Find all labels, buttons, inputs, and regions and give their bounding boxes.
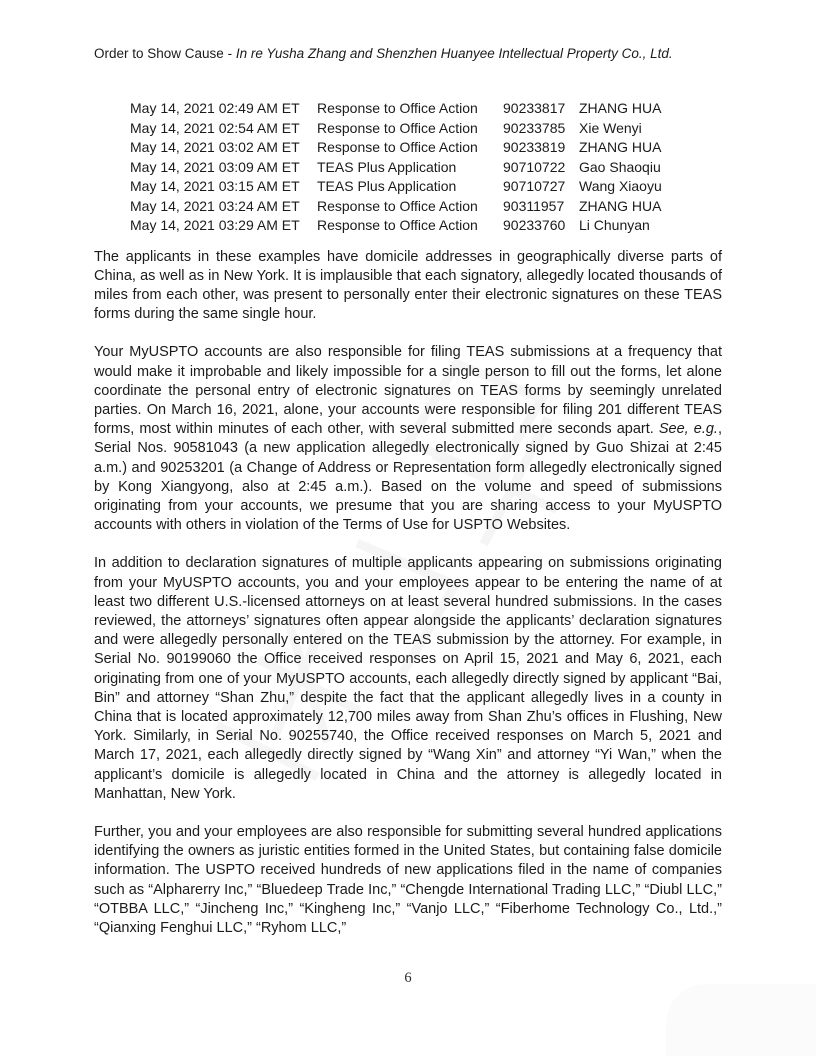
- table-row: [130, 216, 722, 236]
- cell-submission-type: Response to Office Action: [317, 119, 478, 136]
- paragraph-juristic-entities: Further, you and your employees are also responsible for submitting several hundred applications identifying the owners as juristic entities formed in the United States, but containing false domicile information. The USPTO received hundreds of new applications filed in the name of companies such as “Alpharerry Inc,” “Bluedeep Trade Inc,” “Chengde International Trading LLC,” “Diubl LLC,” “OTBBA LLC,” “Jincheng Inc,” “Kingheng Inc,” “Vanjo LLC,” “Fiberhome Technology Co., Ltd.,” “Qianxing Fenghui LLC,” “Ryhom LLC,”: [94, 823, 722, 936]
- paragraph-filing-frequency: [94, 343, 722, 535]
- cell-submission-type: Response to Office Action: [317, 100, 478, 116]
- page-number: 6: [404, 970, 412, 986]
- table-row: [130, 177, 722, 197]
- corner-smudge: [666, 984, 816, 1056]
- cell-signatory: Gao Shaoqiu: [579, 158, 661, 175]
- table-row: [130, 119, 722, 139]
- paragraph-attorney-signatures: In addition to declaration signatures of multiple applicants appearing on submissions originating from your MyUSPTO accounts, you and your employees appear to be entering the name of at least two different U.S.-licensed attorneys on at least several hundred submissions. In the cases reviewed, the attorneys’ signatures often appear alongside the applicants’ declaration signatures and were allegedly personally entered on the TEAS submission by the attorney. For example, in Serial No. 90199060 the Office received responses on April 15, 2021 and May 6, 2021, each originating from one of your MyUSPTO accounts, each allegedly directly signed by applicant “Bai, Bin” and attorney “Shan Zhu,” despite the fact that the applicant allegedly lives in a county in China that is located approximately 12,700 miles away from Shan Zhu’s offices in Flushing, New York. Similarly, in Serial No. 90255740, the Office received responses on March 5, 2021 and March 17, 2021, each allegedly directly signed by “Wang Xin” and attorney “Yi Wan,” when the applicant’s domicile is allegedly located in China and the attorney is allegedly located in Manhattan, New York.: [94, 555, 722, 802]
- cell-submission-type: Response to Office Action: [317, 139, 478, 155]
- cell-signatory: ZHANG HUA: [579, 100, 662, 116]
- table-row: [130, 158, 722, 178]
- cell-serial-number: 90233785: [503, 119, 566, 136]
- table-row: [130, 197, 722, 217]
- cell-signatory: ZHANG HUA: [579, 197, 662, 214]
- paragraph-applicants-domicile: The applicants in these examples have domicile addresses in geographically diverse parts of China, as well as in New York. It is implausible that each signatory, allegedly located thousands of miles from each other, was present to personally enter their electronic signatures on these TEAS forms during the same single hour.: [94, 248, 722, 323]
- cell-submission-type: TEAS Plus Application: [317, 178, 457, 194]
- submissions-table: [130, 99, 722, 236]
- cell-submission-type: Response to Office Action: [317, 197, 478, 214]
- cell-datetime: May 14, 2021 03:09 AM ET: [130, 158, 300, 175]
- cell-serial-number: 90233819: [503, 139, 566, 155]
- filing-frequency-text-after: , Serial Nos. 90581043 (a new application allegedly electronically signed by Guo Shizai at 2:45 a.m.) and 90253201 (a Change of Address or Representation form allegedly electronically signed by Kong Xiangyong, also at 2:45 a.m.). Based on the volume and speed of submissions originating from your accounts, we presume that you are sharing access to your MyUSPTO accounts with others in violation of the Terms of Use for USPTO Websites.: [94, 421, 722, 534]
- cell-submission-type: Response to Office Action: [317, 217, 478, 233]
- page-header: [94, 45, 722, 62]
- cell-serial-number: 90710722: [503, 158, 566, 175]
- header-title-prefix: Order to Show Cause -: [94, 46, 236, 61]
- cell-datetime: May 14, 2021 03:29 AM ET: [130, 217, 300, 233]
- table-row: [130, 99, 722, 119]
- see-eg-citation: See, e.g.: [658, 421, 718, 438]
- cell-signatory: Wang Xiaoyu: [579, 178, 662, 194]
- cell-datetime: May 14, 2021 03:24 AM ET: [130, 197, 300, 214]
- cell-serial-number: 90311957: [503, 197, 565, 214]
- cell-submission-type: TEAS Plus Application: [317, 158, 457, 175]
- cell-signatory: ZHANG HUA: [579, 139, 662, 155]
- cell-datetime: May 14, 2021 02:49 AM ET: [130, 100, 300, 116]
- filing-frequency-text-before: Your MyUSPTO accounts are also responsible for filing TEAS submissions at a frequency that would make it improbable and likely impossible for a single person to fill out the forms, let alone coordinate the personal entry of electronic signatures on TEAS forms by seemingly unrelated parties. On March 16, 2021, alone, your accounts were responsible for filing 201 different TEAS forms, most within minutes of each other, with several submitted mere seconds apart.: [94, 344, 722, 438]
- cell-datetime: May 14, 2021 03:02 AM ET: [130, 139, 300, 155]
- body-text: [94, 248, 722, 939]
- cell-serial-number: 90233760: [503, 217, 566, 233]
- cell-serial-number: 90233817: [503, 100, 566, 116]
- header-case-title: In re Yusha Zhang and Shenzhen Huanyee Intellectual Property Co., Ltd.: [235, 46, 673, 61]
- cell-signatory: Li Chunyan: [579, 217, 650, 233]
- cell-datetime: May 14, 2021 02:54 AM ET: [130, 119, 300, 136]
- cell-serial-number: 90710727: [503, 178, 566, 194]
- cell-datetime: May 14, 2021 03:15 AM ET: [130, 178, 300, 194]
- table-row: [130, 138, 722, 158]
- cell-signatory: Xie Wenyi: [579, 119, 642, 136]
